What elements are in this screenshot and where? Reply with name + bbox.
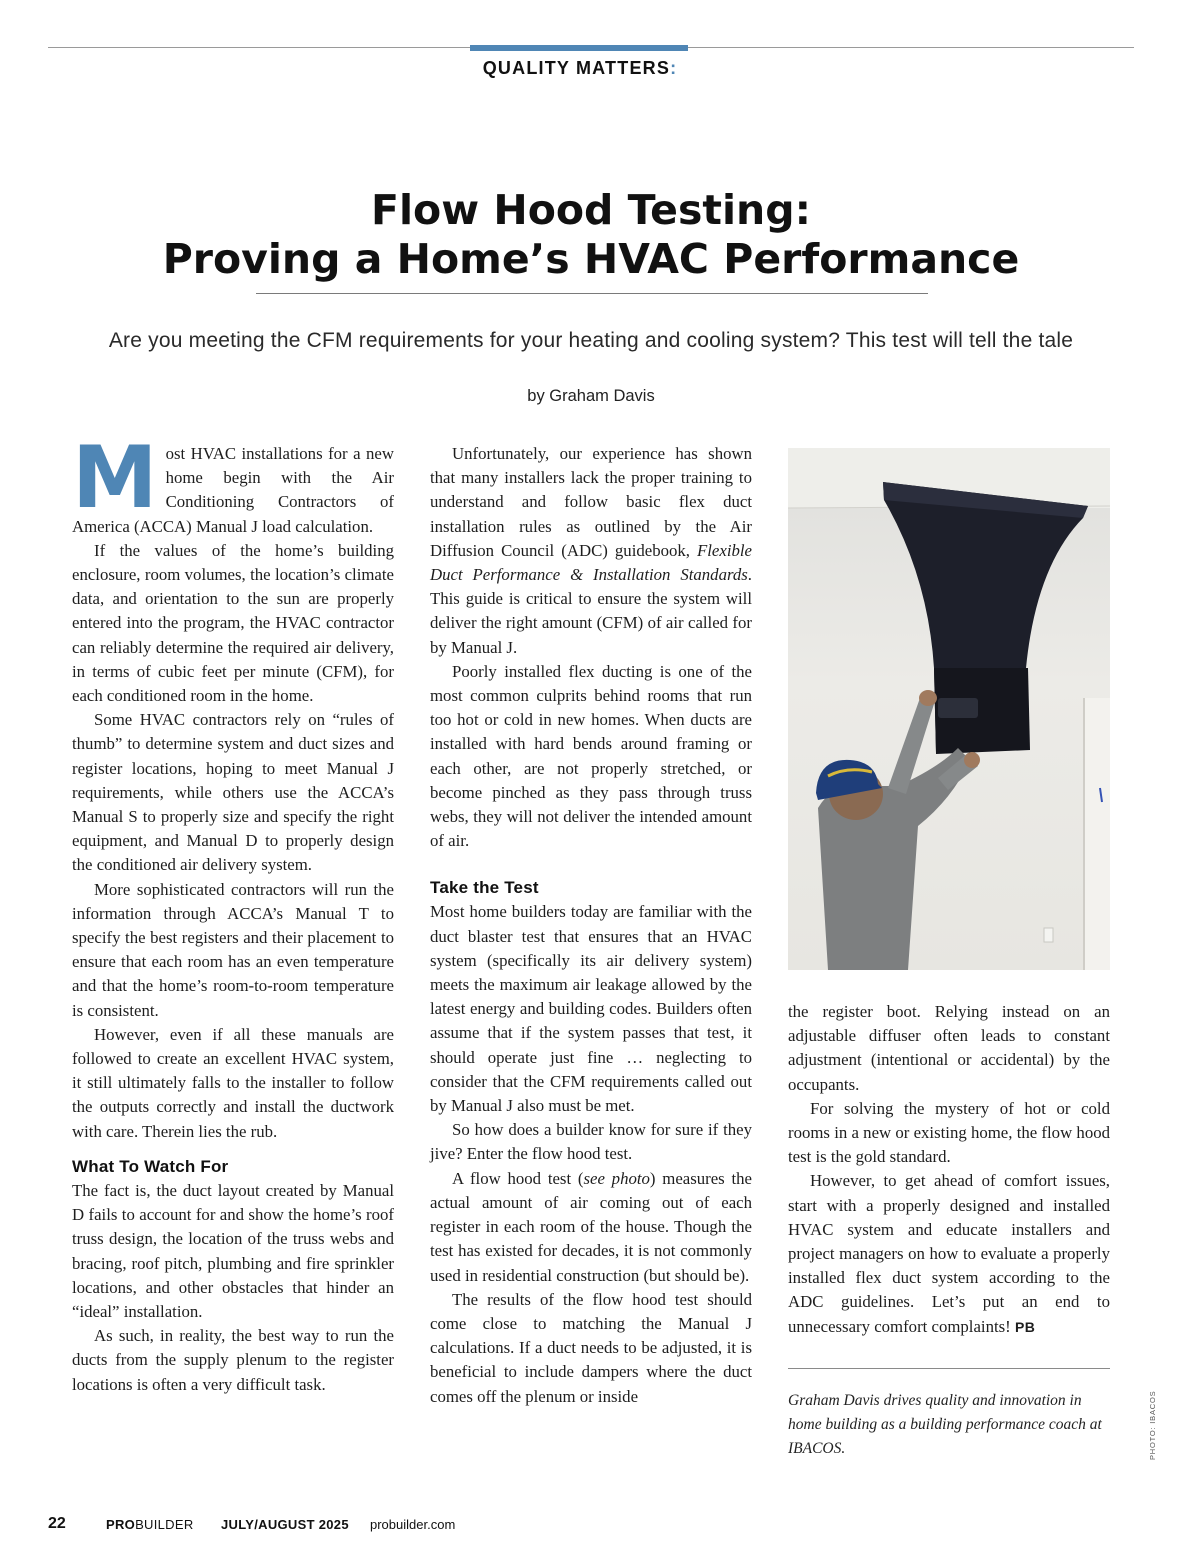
drop-cap: M [72, 428, 158, 528]
page-footer [0, 1515, 1200, 1539]
publication-name [106, 1517, 194, 1532]
subheading-take-the-test: Take the Test [430, 878, 539, 898]
paragraph [788, 1169, 1110, 1338]
article-title [0, 186, 1182, 284]
paragraph: So how does a builder know for sure if they jive? Enter the flow hood test. [430, 1120, 752, 1164]
author-bio: Graham Davis drives quality and innovation in home building as a building performance coach at IBACOS. [788, 1392, 1102, 1457]
brand-rest: BUILDER [135, 1517, 194, 1532]
paragraph-text: However, to get ahead of comfort issues, start with a properly designed and installed HVAC system and educate installers and project managers on how to evaluate a properly installed flex duct system according to the ADC guidelines. Let’s put an end to unnecessary comfort complaints! [788, 1171, 1110, 1336]
article-photo [788, 448, 1110, 970]
photo-reference: see photo [583, 1168, 650, 1188]
kicker-text: QUALITY MATTERS [482, 58, 671, 78]
flow-hood-photo-illustration [788, 448, 1110, 970]
issue-date: JULY/AUGUST 2025 [221, 1517, 349, 1532]
guidebook-title: Flexible Duct Performance & Installation Standards [430, 540, 752, 585]
paragraph: If the values of the home’s building enclosure, room volumes, the location’s climate data, and orientation to the sun are properly entered into the program, the HVAC contractor can reliably determine the required air delivery, in terms of cubic feet per minute (CFM), for each conditioned room in the home. [72, 540, 394, 706]
subheading-what-to-watch-for: What To Watch For [72, 1156, 229, 1176]
page-number: 22 [48, 1515, 66, 1532]
section-accent-bar [470, 45, 688, 51]
title-line-1: Flow Hood Testing: [371, 186, 811, 234]
paragraph-text: ost HVAC installations for a new home begin with the Air Conditioning Contractors of America (ACCA) Manual J load calculation. [72, 444, 394, 536]
paragraph: Most home builders today are familiar with the duct blaster test that ensures that an HVAC system (specifically its air delivery system) meets the maximum air leakage allowed by the latest energy and building codes. Builders often assume that if the system passes that test, it should operate just fine … neglecting to consider that the CFM requirements called out by Manual J also must be met. [430, 902, 752, 1116]
kicker-colon: : [670, 58, 678, 78]
paragraph [72, 428, 394, 539]
paragraph: For solving the mystery of hot or cold rooms in a new or existing home, the flow hood test is the gold standard. [788, 1098, 1110, 1167]
paragraph: the register boot. Relying instead on an adjustable diffuser often leads to constant adjustment (intentional or accidental) by the occupants. [788, 1002, 1110, 1094]
byline: by Graham Davis [527, 387, 655, 405]
paragraph: Poorly installed flex ducting is one of the most common culprits behind rooms that run too hot or cold in new homes. When ducts are installed with hard bends around framing or each other, are not properly stretched, or become pinched as they pass through truss webs, they will not deliver the intended amount of air. [430, 661, 752, 851]
paragraph-text: Unfortunately, our experience has shown that many installers lack the proper training to understand and follow basic flex duct installation rules as outlined by the Air Diffusion Council (ADC) guidebook, [430, 444, 752, 560]
paragraph: More sophisticated contractors will run the information through ACCA’s Manual T to specify the best registers and their placement to ensure that each room has an even temperature and that the home’s room-to-room temperature is consistent. [72, 879, 394, 1020]
photo-credit: PHOTO: IBACOS [1148, 1390, 1157, 1460]
article-dek: Are you meeting the CFM requirements for your heating and cooling system? This test will tell the tale [108, 329, 1074, 352]
paragraph: The results of the flow hood test should come close to matching the Manual J calculations. If a duct needs to be adjusted, it is beneficial to include dampers where the duct comes off the plenum or inside [430, 1289, 752, 1406]
paragraph: The fact is, the duct layout created by Manual D fails to account for and show the home’s roof truss design, the location of the truss webs and bracing, roof pitch, plumbing and fire sprinkler locations, and other obstacles that hinder an “ideal” installation. [72, 1180, 394, 1321]
paragraph-text: ) measures the actual amount of air coming out of each register in each room of the house. Though the test has existed for decades, it is not commonly used in residential construction (but should be). [430, 1168, 752, 1285]
paragraph [430, 442, 752, 660]
title-line-2: Proving a Home’s HVAC Performance [162, 235, 1020, 283]
paragraph-text: . This guide is critical to ensure the system will deliver the right amount (CFM) of air called for by Manual J. [430, 565, 752, 657]
paragraph: Some HVAC contractors rely on “rules of thumb” to determine system and duct sizes and register locations, hoping to meet Manual J requirements, while others use the ACCA’s Manual S to properly size and specify the right equipment, and Manual D to properly design the conditioned air delivery system. [72, 710, 394, 875]
paragraph-text: A flow hood test ( [452, 1168, 584, 1188]
paragraph [430, 1167, 752, 1288]
bio-rule [788, 1368, 1110, 1369]
brand-bold: PRO [106, 1517, 136, 1532]
article-column-2 [430, 442, 752, 1409]
article-column-3 [788, 1000, 1110, 1339]
paragraph: As such, in reality, the best way to run the ducts from the supply plenum to the register locations is often a very difficult task. [72, 1326, 394, 1394]
title-rule [256, 293, 928, 294]
section-kicker [0, 58, 1160, 79]
paragraph: However, even if all these manuals are followed to create an excellent HVAC system, it still ultimately falls to the installer to follow the outputs correctly and install the ductwork with care. Therein lies the rub. [72, 1024, 394, 1141]
end-mark: PB [1014, 1318, 1036, 1335]
article-column-1 [72, 428, 394, 1397]
website-link[interactable]: probuilder.com [370, 1517, 456, 1532]
